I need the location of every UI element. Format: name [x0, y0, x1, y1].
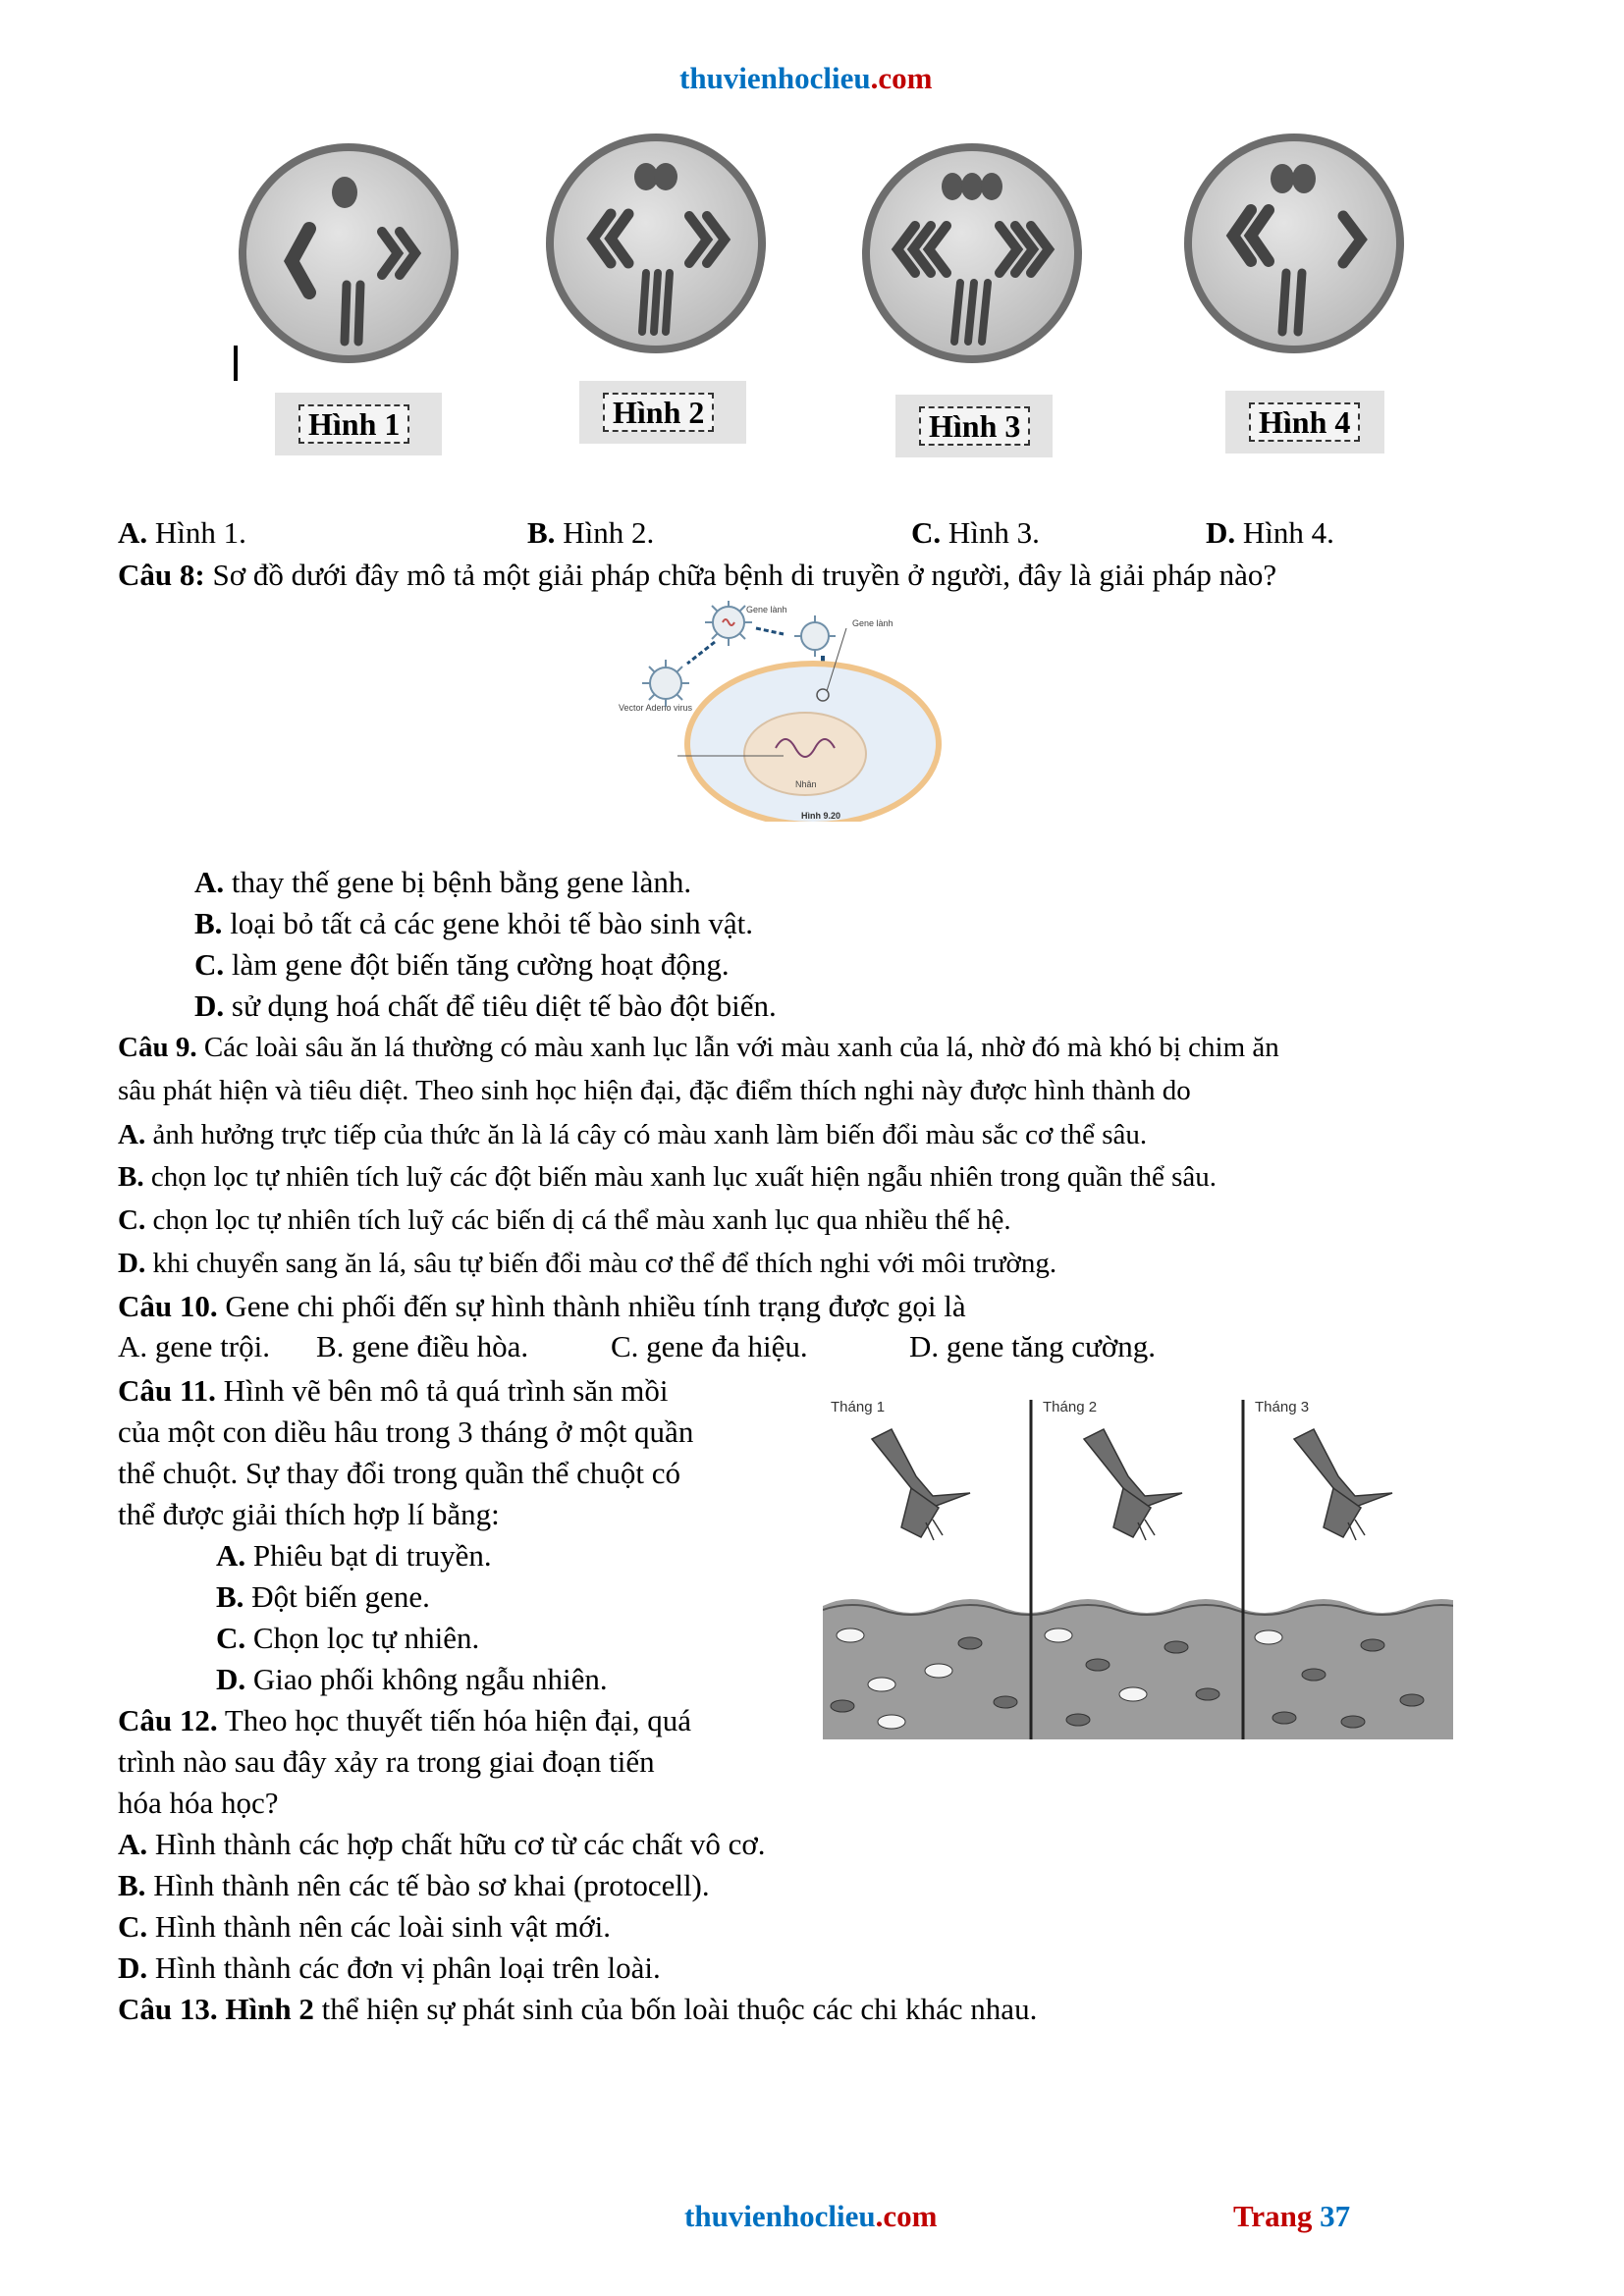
figure-label-2-text: Hình 2 — [603, 393, 714, 432]
q8-option-c-letter: C. — [194, 947, 225, 982]
hawk-mice-drawing — [823, 1390, 1453, 1745]
q9-option-c-letter: C. — [118, 1204, 146, 1236]
q12-line2: trình nào sau đây xảy ra trong giai đoạn tiến — [118, 1744, 655, 1779]
q12-option-a[interactable] — [118, 1824, 766, 1865]
month-label-2: Tháng 2 — [1043, 1399, 1098, 1415]
q11-line1 — [118, 1370, 669, 1412]
q11-text-1: Hình vẽ bên mô tả quá trình săn mồi — [215, 1373, 669, 1408]
q8-question — [118, 555, 1276, 596]
q12-option-b[interactable] — [118, 1865, 710, 1906]
q12-option-b-letter: B. — [118, 1868, 146, 1902]
cell-3 — [862, 143, 1082, 363]
figure-label-2 — [579, 381, 746, 444]
q10-label: Câu 10. — [118, 1289, 218, 1323]
q12-option-c-text: Hình thành nên các loài sinh vật mới. — [147, 1909, 611, 1944]
label-vector: Vector Adeno virus — [619, 703, 693, 713]
footer-site-part2: .com — [875, 2199, 938, 2233]
q7-option-a[interactable] — [118, 515, 246, 551]
q11-option-d-letter: D. — [216, 1662, 246, 1696]
q9-option-d[interactable] — [118, 1243, 1056, 1284]
q8-text: Sơ đồ dưới đây mô tả một giải pháp chữa bệnh di truyền ở người, đây là giải pháp nào? — [204, 558, 1277, 592]
q12-text-1: Theo học thuyết tiến hóa hiện đại, quá — [217, 1703, 692, 1737]
q9-label: Câu 9. — [118, 1032, 197, 1063]
q8-option-b-text: loại bỏ tất cả các gene khỏi tế bào sinh vật. — [222, 906, 754, 940]
q8-option-b[interactable] — [194, 903, 753, 944]
month-label-3: Tháng 3 — [1255, 1399, 1310, 1415]
cell-figure-drawing — [216, 128, 1424, 383]
q10-question — [118, 1286, 966, 1327]
q11-option-c[interactable] — [216, 1618, 479, 1659]
q8-label: Câu 8: — [118, 558, 205, 592]
q12-option-d-letter: D. — [118, 1950, 148, 1985]
q12-option-a-letter: A. — [118, 1827, 148, 1861]
q11-option-d[interactable] — [216, 1659, 608, 1700]
q7-option-b-text: Hình 2. — [555, 515, 655, 550]
q12-label: Câu 12. — [118, 1703, 218, 1737]
q11-line2: của một con diều hâu trong 3 tháng ở một quần — [118, 1415, 694, 1449]
q9-option-b[interactable] — [118, 1156, 1217, 1198]
q8-option-d-text: sử dụng hoá chất để tiêu diệt tế bào đột biến. — [224, 988, 777, 1023]
figure-label-1-text: Hình 1 — [298, 404, 409, 444]
q10-option-d[interactable]: D. gene tăng cường. — [909, 1329, 1156, 1363]
label-gene-lanh-2: Gene lành — [852, 618, 893, 628]
q9-option-b-letter: B. — [118, 1161, 144, 1193]
virus-icon-mid — [794, 615, 836, 657]
header-site-part1: thuvienhoclieu — [679, 61, 871, 95]
q9-option-c[interactable] — [118, 1200, 1011, 1241]
figure-label-4 — [1225, 391, 1384, 454]
header-site-part2: .com — [870, 61, 933, 95]
q8-option-a[interactable] — [194, 862, 691, 903]
q13-text: thể hiện sự phát sinh của bốn loài thuộc các chi khác nhau. — [313, 1992, 1038, 2026]
label-nucleus: Nhân — [795, 779, 817, 789]
figure-label-4-text: Hình 4 — [1249, 402, 1360, 442]
q9-option-a[interactable] — [118, 1114, 1147, 1155]
cursor-mark — [234, 346, 238, 381]
q10-option-c[interactable]: C. gene đa hiệu. — [611, 1329, 808, 1363]
q8-option-d[interactable] — [194, 986, 777, 1027]
q12-line1 — [118, 1700, 691, 1741]
hawk-mice-figure — [823, 1390, 1453, 1745]
q11-option-b-text: Đột biến gene. — [244, 1579, 430, 1614]
q7-option-c-text: Hình 3. — [941, 515, 1040, 550]
q7-option-d-letter: D. — [1206, 515, 1236, 550]
q13-question — [118, 1989, 1037, 2030]
q12-option-b-text: Hình thành nên các tế bào sơ khai (protocell). — [145, 1868, 710, 1902]
gene-therapy-figure — [619, 601, 952, 822]
page-label: Trang — [1233, 2199, 1321, 2233]
q9-option-b-text: chọn lọc tự nhiên tích luỹ các đột biến màu xanh lục xuất hiện ngẫu nhiên trong quần thể sâu. — [143, 1161, 1218, 1193]
q8-option-c-text: làm gene đột biến tăng cường hoạt động. — [224, 947, 730, 982]
q8-option-d-letter: D. — [194, 988, 225, 1023]
q11-option-b[interactable] — [216, 1576, 430, 1618]
q12-option-d-text: Hình thành các đơn vị phân loại trên loài. — [147, 1950, 661, 1985]
q9-text1: Các loài sâu ăn lá thường có màu xanh lục lẫn với màu xanh của lá, nhờ đó mà khó bị chim ăn — [196, 1032, 1279, 1063]
q7-option-d-text: Hình 4. — [1235, 515, 1334, 550]
label-gene-lanh-1: Gene lành — [746, 605, 787, 614]
q11-line4: thể được giải thích hợp lí bằng: — [118, 1497, 500, 1531]
q7-option-c-letter: C. — [911, 515, 942, 550]
q12-option-d[interactable] — [118, 1948, 661, 1989]
virus-icon-top — [705, 601, 752, 646]
q9-option-a-text: ảnh hưởng trực tiếp của thức ăn là lá cây có màu xanh làm biến đổi màu sắc cơ thể sâu. — [145, 1119, 1148, 1150]
q10-option-b[interactable]: B. gene điều hòa. — [316, 1329, 529, 1363]
q9-option-a-letter: A. — [118, 1119, 146, 1150]
q9-question-line1 — [118, 1027, 1279, 1068]
q8-option-a-text: thay thế gene bị bệnh bằng gene lành. — [224, 865, 692, 899]
page-number-value: 37 — [1320, 2199, 1351, 2233]
q11-option-a-letter: A. — [216, 1538, 246, 1573]
gene-therapy-drawing — [619, 601, 952, 822]
figure-label-3 — [895, 395, 1053, 457]
q9-option-d-text: khi chuyển sang ăn lá, sâu tự biến đổi màu cơ thể để thích nghi với môi trường. — [145, 1248, 1057, 1279]
q9-text2: sâu phát hiện và tiêu diệt. Theo sinh học hiện đại, đặc điểm thích nghi này được hình thành do — [118, 1075, 1191, 1106]
q10-text: Gene chi phối đến sự hình thành nhiều tính trạng được gọi là — [217, 1289, 966, 1323]
header-site-name[interactable] — [679, 61, 933, 96]
q7-option-c[interactable] — [911, 515, 1040, 551]
q8-option-b-letter: B. — [194, 906, 223, 940]
q11-option-a-text: Phiêu bạt di truyền. — [245, 1538, 492, 1573]
q11-option-c-text: Chọn lọc tự nhiên. — [245, 1621, 480, 1655]
q8-option-c[interactable] — [194, 944, 730, 986]
q12-option-c[interactable] — [118, 1906, 611, 1948]
q7-option-b[interactable] — [527, 515, 654, 551]
q11-label: Câu 11. — [118, 1373, 216, 1408]
q11-option-a[interactable] — [216, 1535, 492, 1576]
q11-option-d-text: Giao phối không ngẫu nhiên. — [245, 1662, 608, 1696]
cell-2 — [546, 133, 766, 353]
q7-option-d[interactable] — [1206, 515, 1334, 551]
q7-option-a-letter: A. — [118, 515, 148, 550]
q8-option-a-letter: A. — [194, 865, 225, 899]
page-number — [1233, 2199, 1350, 2234]
cell-1 — [239, 143, 459, 363]
q13-figure-ref: Hình 2 — [217, 1992, 314, 2026]
q11-line3: thể chuột. Sự thay đổi trong quần thể chuột có — [118, 1456, 680, 1490]
footer-site-name[interactable] — [684, 2199, 938, 2234]
q12-line3: hóa hóa học? — [118, 1786, 279, 1820]
q9-option-d-letter: D. — [118, 1248, 146, 1279]
virus-icon-left — [642, 660, 689, 707]
q10-option-a[interactable]: A. gene trội. — [118, 1329, 270, 1363]
q9-question-line2 — [118, 1070, 1191, 1111]
figure-label-3-text: Hình 3 — [919, 406, 1030, 446]
month-label-1: Tháng 1 — [831, 1399, 886, 1415]
figure-label-1 — [275, 393, 442, 455]
q12-option-c-letter: C. — [118, 1909, 148, 1944]
q12-option-a-text: Hình thành các hợp chất hữu cơ từ các chất vô cơ. — [147, 1827, 766, 1861]
q11-option-c-letter: C. — [216, 1621, 246, 1655]
q7-option-b-letter: B. — [527, 515, 556, 550]
cell-4 — [1184, 133, 1404, 353]
q11-option-b-letter: B. — [216, 1579, 244, 1614]
q13-label: Câu 13. — [118, 1992, 218, 2026]
figure-caption: Hình 9.20 — [801, 811, 841, 821]
q9-option-c-text: chọn lọc tự nhiên tích luỹ các biến dị cá thể màu xanh lục qua nhiều thế hệ. — [145, 1204, 1011, 1236]
footer-site-part1: thuvienhoclieu — [684, 2199, 876, 2233]
q7-option-a-text: Hình 1. — [147, 515, 246, 550]
